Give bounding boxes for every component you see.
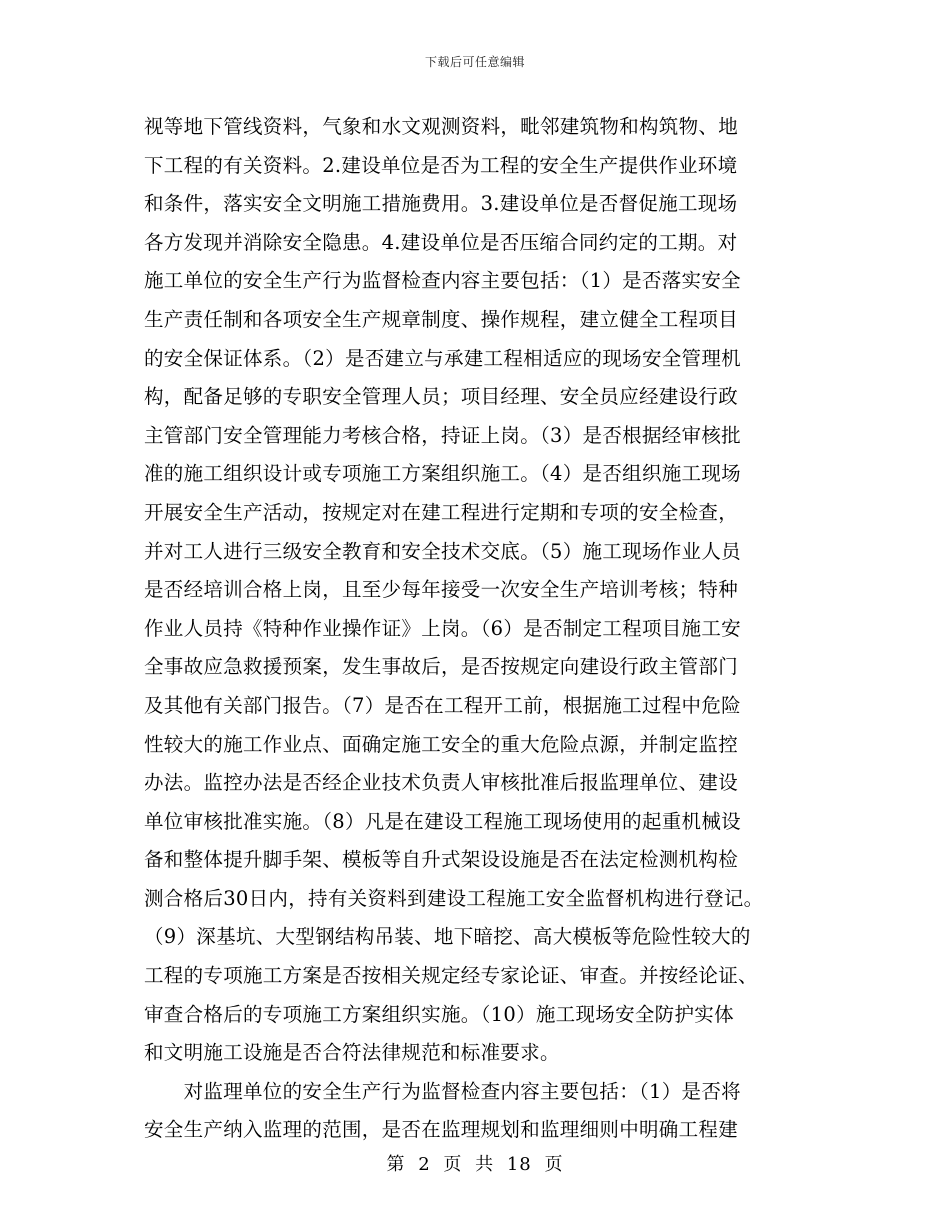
text-line: 办法。监控办法是否经企业技术负责人审核批准后报监理单位、建设 — [144, 771, 739, 795]
text-line: 生产责任制和各项安全生产规章制度、操作规程，建立健全工程项目 — [144, 307, 739, 331]
text-line: 准的施工组织设计或专项施工方案组织施工。（4）是否组织施工现场 — [144, 462, 741, 486]
text-line: 构，配备足够的专职安全管理人员；项目经理、安全员应经建设行政 — [144, 385, 739, 409]
text-line: 性较大的施工作业点、面确定施工安全的重大危险点源，并制定监控 — [144, 732, 739, 756]
text-line: 开展安全生产活动，按规定对在建工程进行定期和专项的安全检查， — [144, 500, 739, 524]
text-line: 安全生产纳入监理的范围，是否在监理规划和监理细则中明确工程建 — [144, 1118, 739, 1142]
text-line: 和条件，落实安全文明施工措施费用。3.建设单位是否督促施工现场 — [144, 192, 738, 216]
text-line: 对监理单位的安全生产行为监督检查内容主要包括：（1）是否将 — [144, 1079, 741, 1103]
text-line: 备和整体提升脚手架、模板等自升式架设设施是否在法定检测机构检 — [144, 848, 739, 872]
text-line: 的安全保证体系。（2）是否建立与承建工程相适应的现场安全管理机 — [144, 346, 741, 370]
text-line: 并对工人进行三级安全教育和安全技术交底。（5）施工现场作业人员 — [144, 539, 741, 563]
text-line: 和文明施工设施是否合符法律规范和标准要求。 — [144, 1041, 560, 1065]
text-line: 测合格后30日内，持有关资料到建设工程施工安全监督机构进行登记。 — [144, 886, 764, 910]
text-line: 作业人员持《特种作业操作证》上岗。（6）是否制定工程项目施工安 — [144, 616, 741, 640]
page-header: 下载后可任意编辑 — [424, 55, 525, 69]
text-line: 主管部门安全管理能力考核合格，持证上岗。（3）是否根据经审核批 — [144, 423, 741, 447]
text-line: 施工单位的安全生产行为监督检查内容主要包括：（1）是否落实安全 — [144, 269, 741, 293]
text-line: 单位审核批准实施。（8）凡是在建设工程施工现场使用的起重机械设 — [144, 809, 741, 833]
text-line: 工程的专项施工方案是否按相关规定经专家论证、审查。并按经论证、 — [144, 964, 758, 988]
text-line: （9）深基坑、大型钢结构吊装、地下暗挖、高大模板等危险性较大的 — [144, 925, 751, 949]
text-line: 视等地下管线资料，气象和水文观测资料，毗邻建筑物和构筑物、地 — [144, 115, 739, 138]
body-text — [144, 108, 824, 1150]
text-line: 全事故应急救援预案，发生事故后，是否按规定向建设行政主管部门 — [144, 655, 739, 679]
text-line: 各方发现并消除安全隐患。4.建设单位是否压缩合同约定的工期。对 — [144, 230, 738, 254]
text-line: 审查合格后的专项施工方案组织实施。（10）施工现场安全防护实体 — [144, 1002, 734, 1026]
text-line: 是否经培训合格上岗，且至少每年接受一次安全生产培训考核；特种 — [144, 578, 739, 602]
text-line: 下工程的有关资料。2.建设单位是否为工程的安全生产提供作业环境 — [144, 153, 738, 177]
text-line: 及其他有关部门报告。（7）是否在工程开工前，根据施工过程中危险 — [144, 693, 741, 717]
page-footer: 第 2 页 共 18 页 — [386, 1154, 564, 1175]
